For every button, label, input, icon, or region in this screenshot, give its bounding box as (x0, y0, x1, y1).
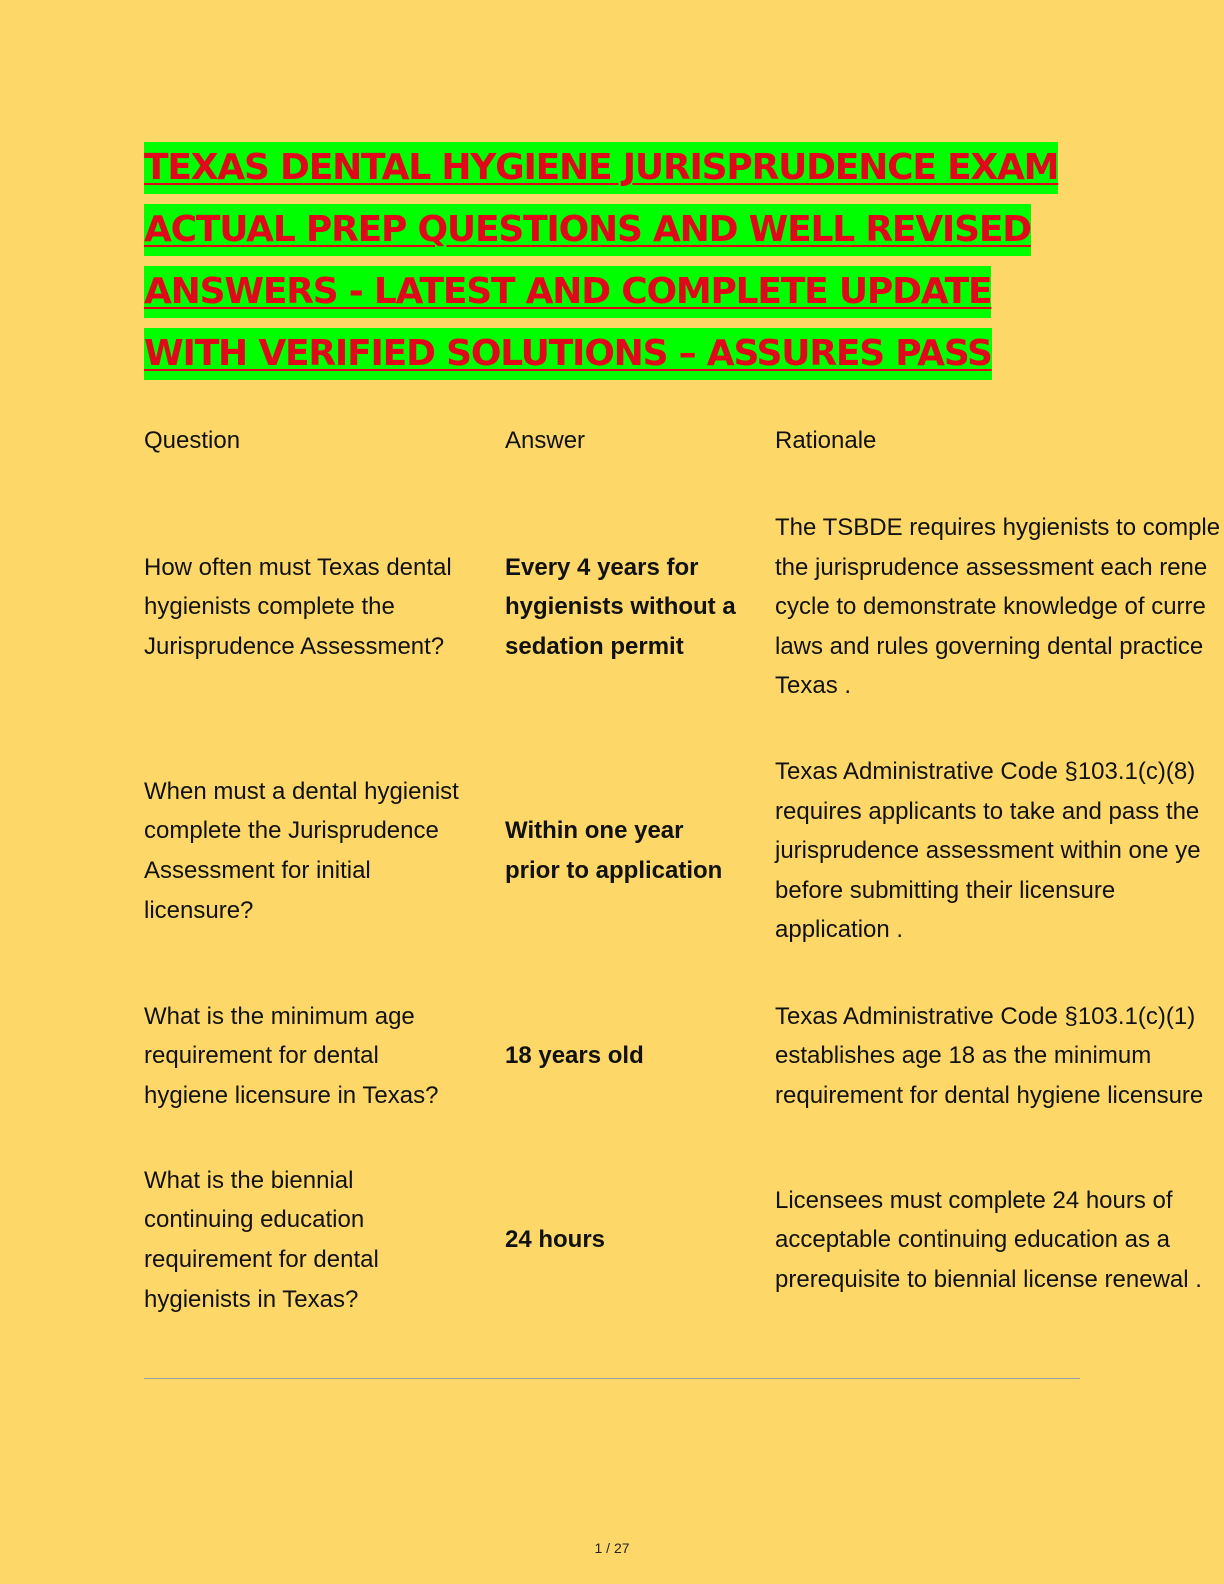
column-header-answer: Answer (505, 427, 586, 454)
page-indicator: 1 / 27 (594, 1540, 630, 1556)
table-row (0, 1160, 1224, 1320)
table-row (0, 752, 1224, 950)
horizontal-divider (144, 1378, 1080, 1379)
rationale-cell: Texas Administrative Code §103.1(c)(8) requires applicants to take and pass the jurisprudence assessment within one ye before submitting their licensure application . (775, 758, 1201, 944)
column-header-rationale: Rationale (775, 427, 877, 454)
answer-cell: Every 4 years for hygienists without a sedation permit (505, 553, 736, 660)
table-row (0, 508, 1224, 706)
title-line: ACTUAL PREP QUESTIONS AND WELL REVISED (144, 204, 1104, 266)
answer-cell: 18 years old (505, 1042, 644, 1070)
rationale-cell: Licensees must complete 24 hours of acceptable continuing education as a prerequisite to biennial license renewal . (775, 1186, 1202, 1293)
title-line: ANSWERS - LATEST AND COMPLETE UPDATE (144, 266, 1104, 328)
title-line: WITH VERIFIED SOLUTIONS – ASSURES PASS (144, 328, 1104, 390)
question-cell: How often must Texas dental hygienists complete the Jurisprudence Assessment? (144, 553, 452, 660)
rationale-cell: The TSBDE requires hygienists to comple the jurisprudence assessment each rene cycle to demonstrate knowledge of curre laws and rules governing dental practice Texas . (775, 514, 1221, 700)
question-cell: What is the minimum age requirement for dental hygiene licensure in Texas? (144, 1002, 439, 1109)
column-header-question: Question (144, 427, 241, 454)
question-cell: When must a dental hygienist complete the Jurisprudence Assessment for initial licensure? (144, 777, 459, 924)
title-line: TEXAS DENTAL HYGIENE JURISPRUDENCE EXAM (144, 142, 1104, 204)
document-title (144, 142, 1104, 390)
question-cell: What is the biennial continuing education requirement for dental hygienists in Texas? (144, 1166, 379, 1313)
rationale-cell: Texas Administrative Code §103.1(c)(1) establishes age 18 as the minimum requirement for dental hygiene licensure (775, 1002, 1204, 1109)
table-row (0, 996, 1224, 1116)
answer-cell: Within one year prior to application (505, 817, 723, 884)
answer-cell: 24 hours (505, 1226, 606, 1254)
